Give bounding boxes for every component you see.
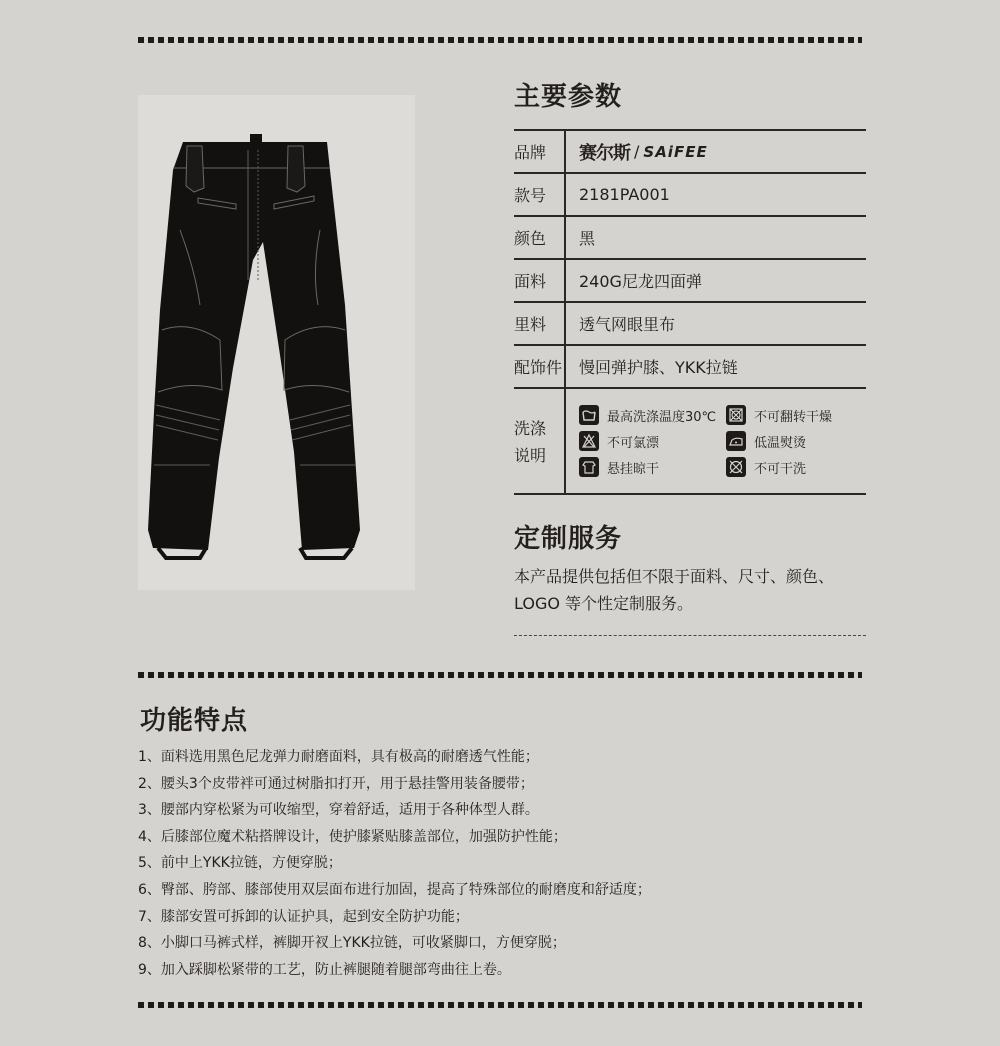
spec-row <box>514 345 866 388</box>
features-list <box>138 744 651 983</box>
wash-tub-icon <box>579 405 599 425</box>
middle-dotted-divider <box>138 672 862 678</box>
wash-item: 不可氯漂 <box>579 431 726 451</box>
custom-title: 定制服务 <box>514 524 623 554</box>
brand-logo-cn: 赛尔斯 <box>579 142 630 164</box>
dashed-divider <box>514 635 866 636</box>
wash-item: 悬挂晾干 <box>579 457 726 477</box>
features-title: 功能特点 <box>140 706 249 736</box>
no-bleach-icon <box>579 431 599 451</box>
brand-logo-en: SAiFEE <box>643 142 708 161</box>
spec-row-wash <box>514 388 866 494</box>
params-title: 主要参数 <box>514 82 623 112</box>
no-dry-clean-icon <box>726 457 746 477</box>
feature-item: 7、膝部安置可拆卸的认证护具，起到安全防护功能； <box>138 908 469 925</box>
spec-label: 颜色 <box>514 216 565 259</box>
spec-label: 里料 <box>514 302 565 345</box>
wash-item: 不可干洗 <box>726 457 866 477</box>
feature-item: 2、腰头3个皮带袢可通过树脂扣打开，用于悬挂警用装备腰带； <box>138 775 534 792</box>
feature-item: 1、面料选用黑色尼龙弹力耐磨面料，具有极高的耐磨透气性能； <box>138 749 539 765</box>
spec-label: 面料 <box>514 259 565 302</box>
spec-value: 透气网眼里布 <box>565 302 866 345</box>
spec-row <box>514 302 866 345</box>
spec-label: 品牌 <box>514 130 565 173</box>
wash-instructions <box>579 405 866 477</box>
feature-item: 3、腰部内穿松紧为可收缩型，穿着舒适，适用于各种体型人群。 <box>138 802 539 819</box>
custom-description: 本产品提供包括但不限于面料、尺寸、颜色、 LOGO 等个性定制服务。 <box>514 567 835 613</box>
wash-item: 最高洗涤温度30℃ <box>579 405 726 425</box>
spec-row <box>514 173 866 216</box>
spec-label: 款号 <box>514 173 565 216</box>
wash-item: 低温熨烫 <box>726 431 866 451</box>
spec-value: 2181PA001 <box>565 173 866 216</box>
feature-item: 5、前中上YKK拉链，方便穿脱； <box>138 855 342 872</box>
feature-item: 9、加入踩脚松紧带的工艺，防止裤腿随着腿部弯曲往上卷。 <box>138 961 511 978</box>
pants-image <box>140 130 365 570</box>
bottom-dotted-divider <box>138 1002 862 1008</box>
spec-value: 240G尼龙四面弹 <box>565 259 866 302</box>
wash-label: 洗涤 说明 <box>514 388 565 494</box>
spec-label: 配饰件 <box>514 345 565 388</box>
hang-dry-icon <box>579 457 599 477</box>
spec-table <box>514 129 866 495</box>
low-iron-icon <box>726 431 746 451</box>
top-dotted-divider <box>138 37 862 43</box>
wash-item: 不可翻转干燥 <box>726 405 866 425</box>
spec-value: 黑 <box>565 216 866 259</box>
spec-value: 慢回弹护膝、YKK拉链 <box>565 345 866 388</box>
brand-logo: 赛尔斯 / SAiFEE <box>579 139 866 165</box>
feature-item: 8、小脚口马裤式样，裤脚开衩上YKK拉链，可收紧脚口，方便穿脱； <box>138 935 566 952</box>
spec-row <box>514 216 866 259</box>
feature-item: 6、臀部、胯部、膝部使用双层面布进行加固，提高了特殊部位的耐磨度和舒适度； <box>138 881 651 898</box>
spec-row-brand <box>514 130 866 173</box>
feature-item: 4、后膝部位魔术粘搭牌设计，使护膝紧贴膝盖部位，加强防护性能； <box>138 828 567 845</box>
no-tumble-dry-icon <box>726 405 746 425</box>
spec-row <box>514 259 866 302</box>
